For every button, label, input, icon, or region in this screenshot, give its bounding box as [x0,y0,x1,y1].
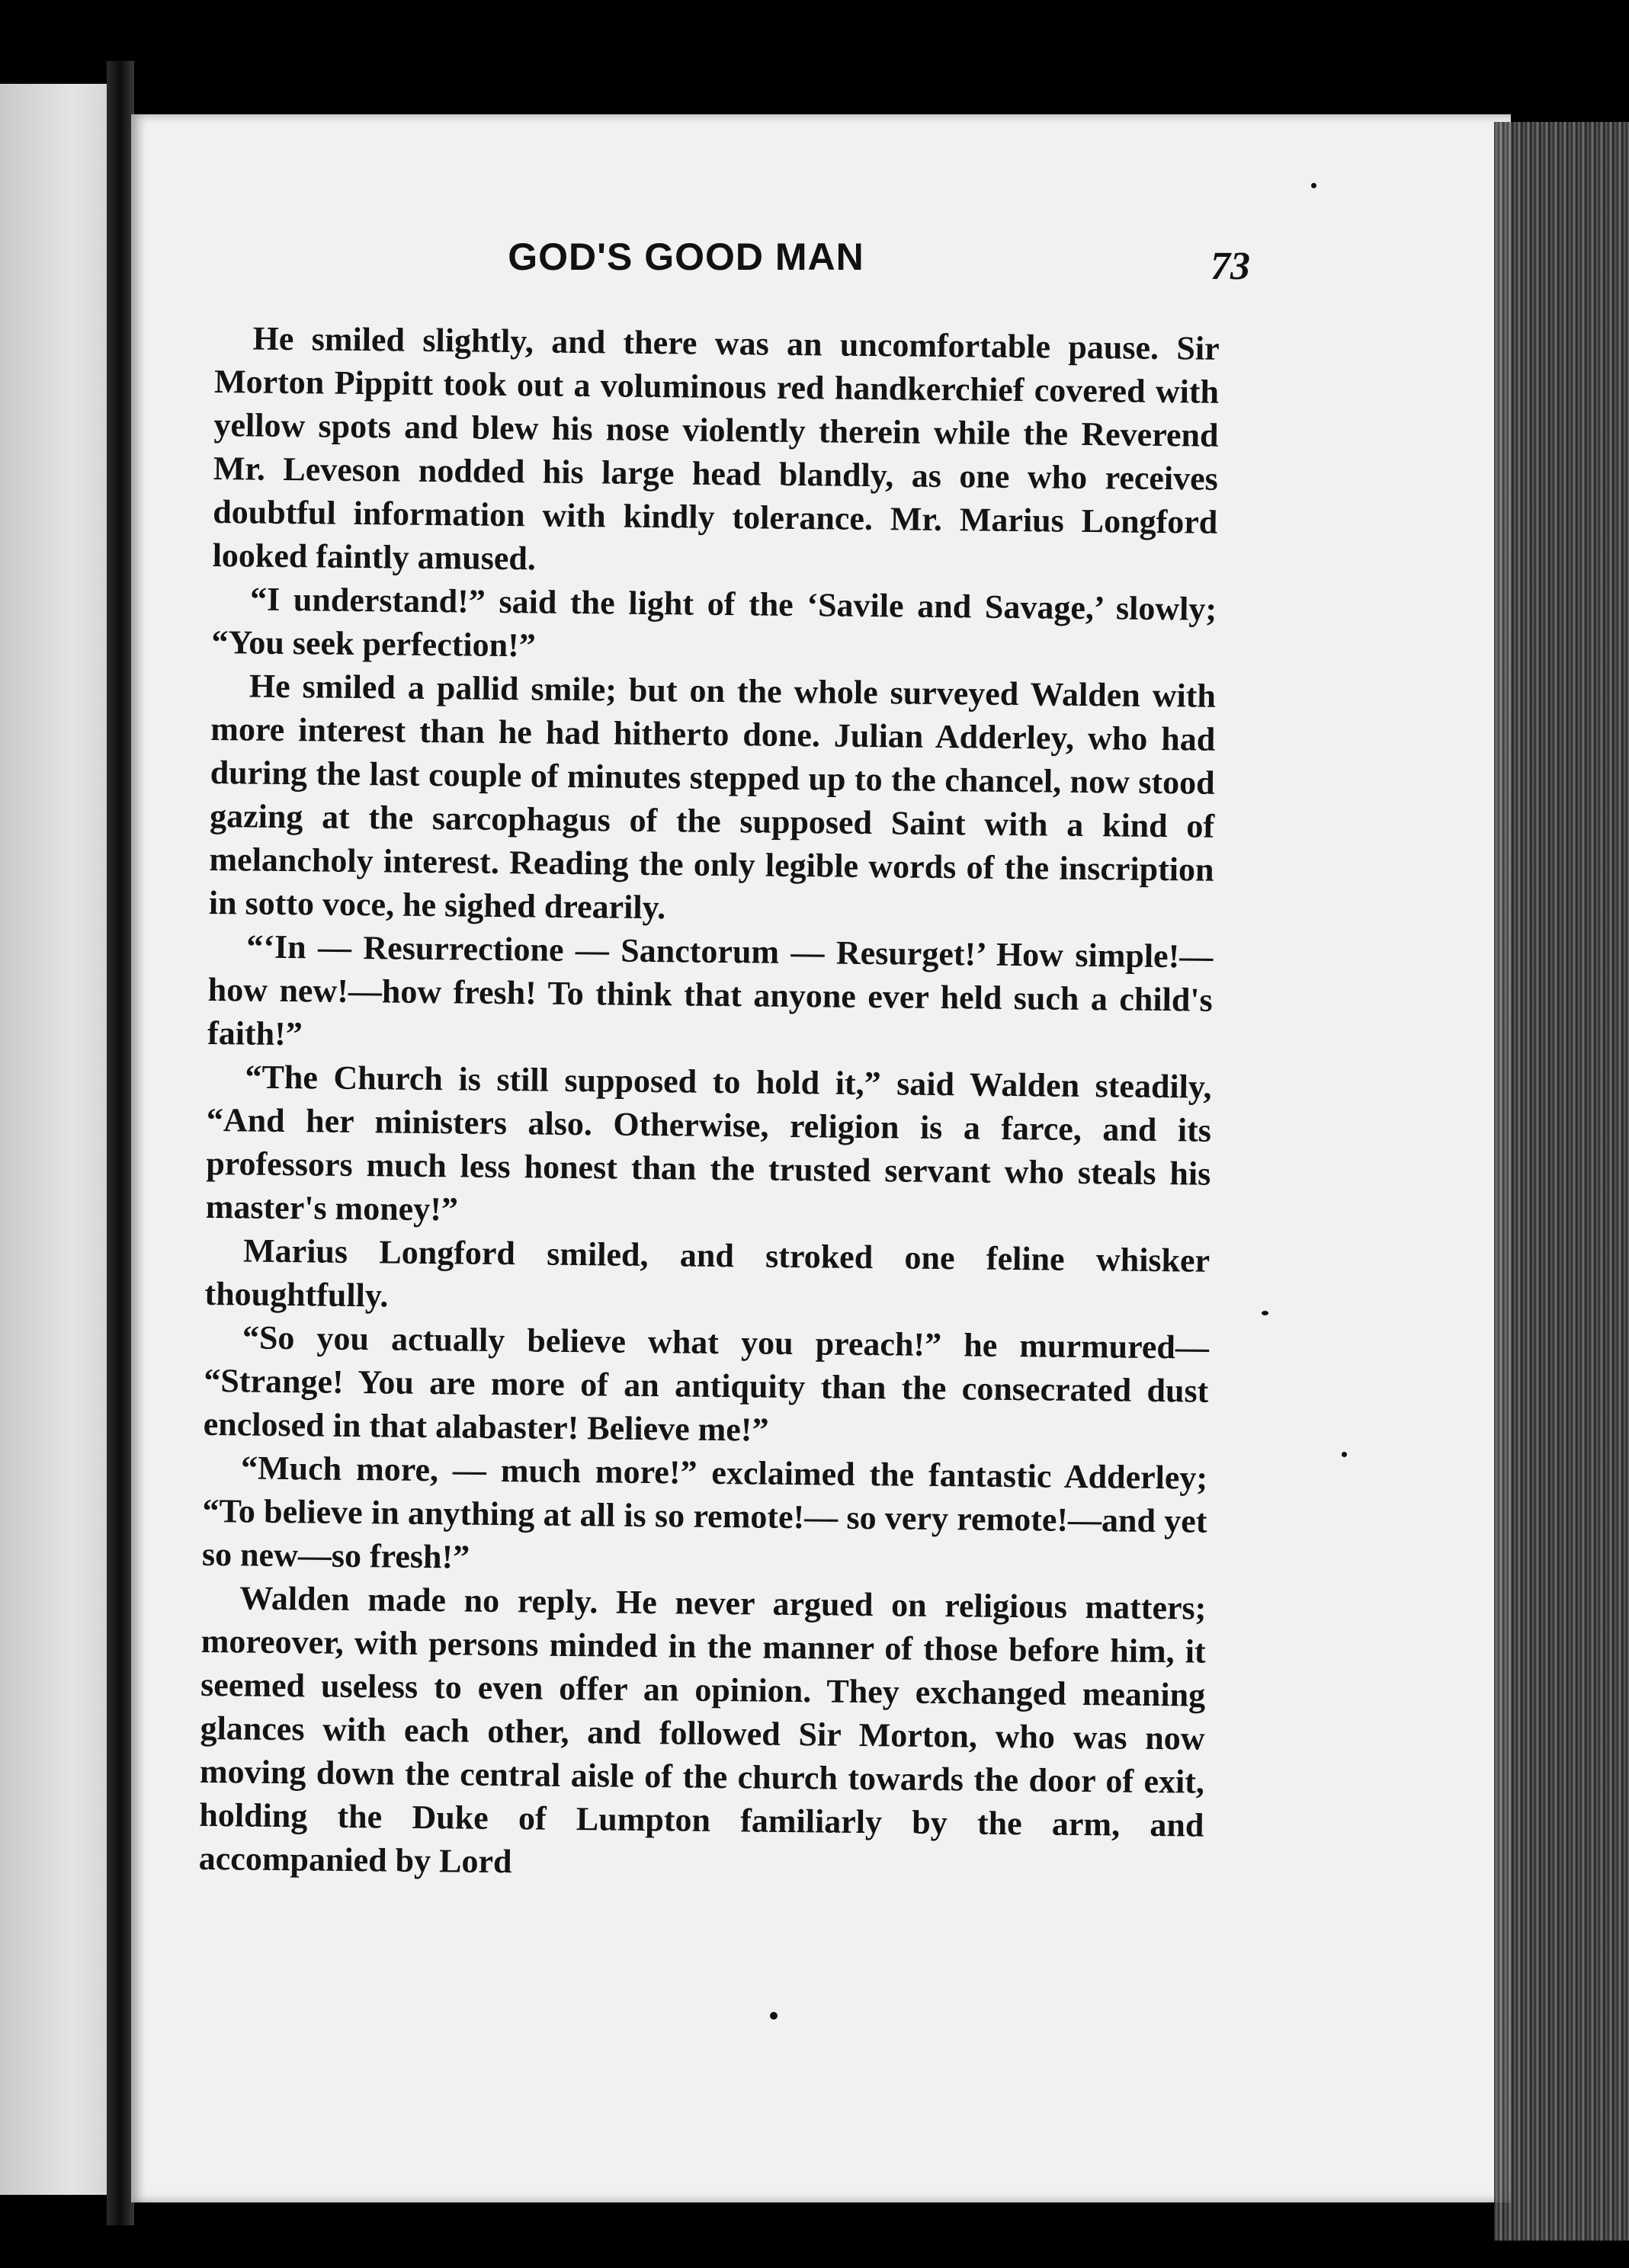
body-text [199,316,1220,1891]
speck-mark [1342,1452,1347,1457]
paragraph: He smiled a pallid smile; but on the whole surveyed Walden with more interest than he had hitherto done. Julian Adderley, who had during the last couple of minutes stepped up to the chancel, now stood gazing at the sarcophagus of the supposed Saint with a kind of melancholy interest. Reading the only legible words of the inscription in sotto voce, he sighed drearily. [208,667,1217,927]
paragraph: Marius Longford smiled, and stroked one feline whisker thoughtfully. [204,1232,1211,1315]
paragraph: He smiled slightly, and there was an uncomfortable pause. Sir Morton Pippitt took out a voluminous red handkerchief covered with yellow spots and blew his nose violently therein while the Reverend Mr. Leveson nodded his large head blandly, as one who receives doubtful information with kindly tolerance. Mr. Marius Longford looked faintly amused. [212,319,1220,578]
left-page-edge [0,84,122,2195]
page-header [221,229,1250,297]
running-head: GOD'S GOOD MAN [508,235,864,278]
paragraph: “I understand!” said the light of the ‘Savile and Savage,’ slowly; “You seek perfection!” [211,580,1217,665]
paragraph: “‘In — Resurrectione — Sanctorum — Resurget!’ How simple!—how new!—how fresh! To think that anyone ever held such a child's faith!” [207,927,1214,1053]
speck-mark [1262,1311,1268,1315]
paragraph: “The Church is still supposed to hold it,” said Walden steadily, “And her ministers also. Otherwise, religion is a farce, and its professors much less honest than the trusted servant who steals his master's money!” [205,1058,1212,1228]
speck-mark [770,2012,778,2020]
paragraph: “So you actually believe what you preach!” he murmured— “Strange! You are more of an antiquity than the consecrated dust enclosed in that alabaster! Believe me!” [203,1318,1210,1449]
book-gutter [107,61,134,2225]
paragraph: “Much more, — much more!” exclaimed the fantastic Adderley; “To believe in anything at all is so remote!— so very remote!—and yet so new—so fresh!” [201,1449,1208,1576]
speck-mark [1311,183,1316,188]
page-number: 73 [1211,245,1250,288]
page-fore-edge [1494,122,1629,2241]
paragraph: Walden made no reply. He never argued on religious matters; moreover, with persons minded in the manner of those before him, it seemed useless to even offer an opinion. They exchanged meaning glances with each other, and followed Sir Morton, who was now moving down the central aisle of the church towards the door of exit, holding the Duke of Lumpton familiarly by the arm, and accompanied by Lord [198,1579,1207,1881]
